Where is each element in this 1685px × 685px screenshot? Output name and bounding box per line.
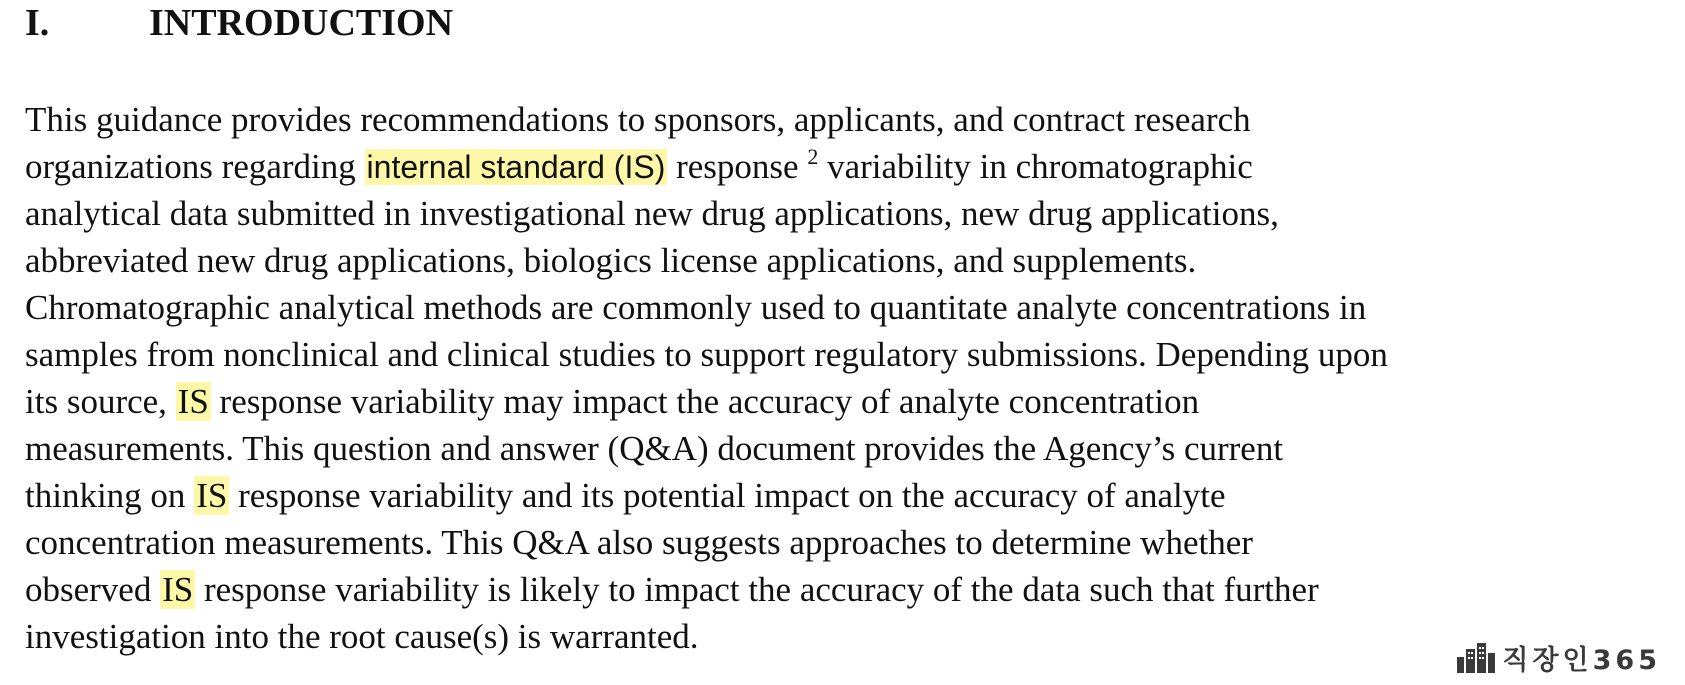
paragraph-line — [25, 378, 1665, 425]
text-span: observed — [25, 570, 161, 609]
highlighted-term: IS — [162, 570, 194, 609]
paragraph-line: Chromatographic analytical methods are commonly used to quantitate analyte concentrations in — [25, 288, 1367, 327]
paragraph-line: analytical data submitted in investigational new drug applications, new drug applications, — [25, 194, 1279, 233]
paragraph-line: This guidance provides recommendations to sponsors, applicants, and contract research — [25, 100, 1251, 139]
introduction-paragraph — [25, 96, 1665, 660]
text-span: response — [667, 147, 808, 186]
text-span: response variability and its potential impact on the accuracy of analyte — [229, 476, 1226, 515]
paragraph-line — [25, 566, 1665, 613]
paragraph-line: investigation into the root cause(s) is warranted. — [25, 617, 699, 656]
text-span: response variability is likely to impact the accuracy of the data such that further — [195, 570, 1319, 609]
watermark — [1456, 638, 1661, 677]
text-span: variability in chromatographic — [818, 147, 1253, 186]
section-heading — [25, 0, 453, 46]
section-title: INTRODUCTION — [149, 2, 454, 44]
paragraph-line: measurements. This question and answer (Q&A) document provides the Agency’s current — [25, 429, 1284, 468]
text-span: organizations regarding — [25, 147, 365, 186]
text-span: response variability may impact the accuracy of analyte concentration — [210, 382, 1200, 421]
paragraph-line — [25, 143, 1665, 190]
building-icon — [1456, 643, 1496, 673]
paragraph-line: samples from nonclinical and clinical studies to support regulatory submissions. Depending upon — [25, 335, 1388, 374]
paragraph-line: concentration measurements. This Q&A also suggests approaches to determine whether — [25, 523, 1253, 562]
footnote-marker[interactable]: 2 — [807, 144, 819, 169]
paragraph-line — [25, 472, 1665, 519]
highlighted-term: internal standard (IS) — [366, 149, 666, 185]
highlighted-term: IS — [196, 476, 228, 515]
watermark-text: 직장인365 — [1502, 645, 1661, 676]
text-span: its source, — [25, 382, 176, 421]
section-number: I. — [25, 2, 50, 44]
text-span: thinking on — [25, 476, 195, 515]
highlighted-term: IS — [177, 382, 209, 421]
paragraph-line: abbreviated new drug applications, biologics license applications, and supplements. — [25, 241, 1197, 280]
